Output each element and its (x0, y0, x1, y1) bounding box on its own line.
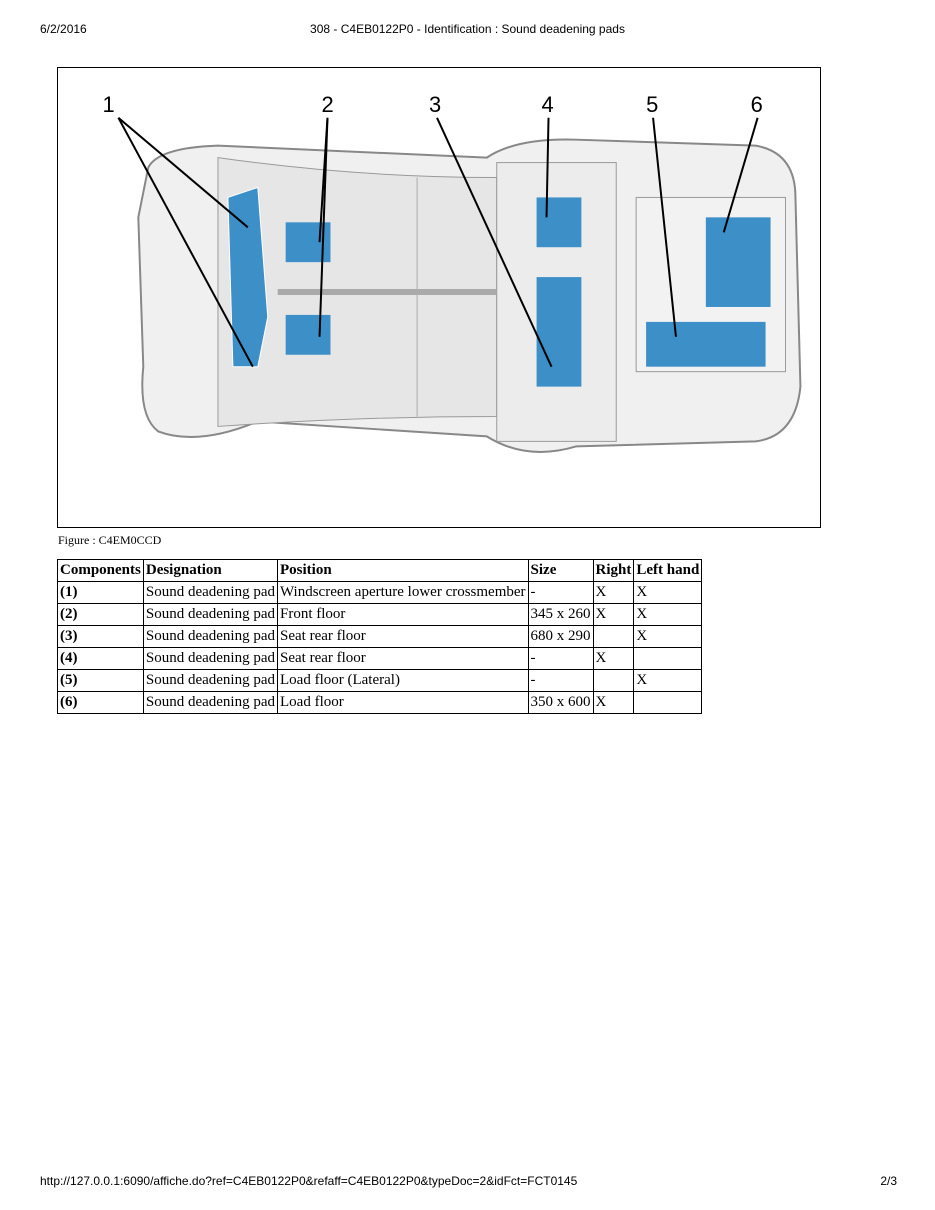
header-right: Right (593, 560, 634, 582)
cell-position: Seat rear floor (278, 648, 529, 670)
cell-right (593, 626, 634, 648)
cell-component: (3) (58, 626, 144, 648)
page-number: 2/3 (880, 1174, 897, 1188)
table-row (58, 626, 702, 648)
cell-designation: Sound deadening pad (143, 648, 277, 670)
cell-position: Seat rear floor (278, 626, 529, 648)
cell-component: (2) (58, 604, 144, 626)
header-components: Components (58, 560, 144, 582)
cell-designation: Sound deadening pad (143, 582, 277, 604)
svg-text:1: 1 (102, 91, 115, 117)
svg-text:5: 5 (646, 91, 659, 117)
header-left-hand: Left hand (634, 560, 702, 582)
cell-right (593, 670, 634, 692)
cell-position: Load floor (278, 692, 529, 714)
table-header-row (58, 560, 702, 582)
cell-position: Windscreen aperture lower crossmember (278, 582, 529, 604)
cell-left-hand: X (634, 582, 702, 604)
svg-text:2: 2 (321, 91, 334, 117)
header-position: Position (278, 560, 529, 582)
cell-position: Load floor (Lateral) (278, 670, 529, 692)
cell-size: - (528, 582, 593, 604)
cell-designation: Sound deadening pad (143, 670, 277, 692)
print-date: 6/2/2016 (40, 22, 87, 36)
cell-size: 350 x 600 (528, 692, 593, 714)
page-url: http://127.0.0.1:6090/affiche.do?ref=C4EB0122P0&refaff=C4EB0122P0&typeDoc=2&idFct=FCT0145 (40, 1174, 578, 1188)
table-row (58, 670, 702, 692)
cell-left-hand: X (634, 604, 702, 626)
vehicle-underbody-figure (57, 67, 821, 528)
figure-caption: Figure : C4EM0CCD (58, 533, 162, 547)
cell-component: (6) (58, 692, 144, 714)
cell-right: X (593, 692, 634, 714)
cell-right: X (593, 582, 634, 604)
cell-designation: Sound deadening pad (143, 626, 277, 648)
cell-component: (5) (58, 670, 144, 692)
cell-left-hand (634, 648, 702, 670)
svg-text:4: 4 (541, 91, 554, 117)
cell-left-hand (634, 692, 702, 714)
table-row (58, 648, 702, 670)
svg-text:3: 3 (429, 91, 442, 117)
cell-designation: Sound deadening pad (143, 604, 277, 626)
table-row (58, 582, 702, 604)
cell-size: 680 x 290 (528, 626, 593, 648)
table-row (58, 692, 702, 714)
header-size: Size (528, 560, 593, 582)
cell-right: X (593, 648, 634, 670)
cell-designation: Sound deadening pad (143, 692, 277, 714)
table-row (58, 604, 702, 626)
cell-size: 345 x 260 (528, 604, 593, 626)
cell-component: (4) (58, 648, 144, 670)
callout-labels (102, 92, 762, 117)
cell-component: (1) (58, 582, 144, 604)
cell-left-hand: X (634, 670, 702, 692)
cell-left-hand: X (634, 626, 702, 648)
header-designation: Designation (143, 560, 277, 582)
cell-right: X (593, 604, 634, 626)
cell-size: - (528, 648, 593, 670)
components-table (57, 559, 702, 714)
car-body-diagram (58, 68, 820, 527)
page-title: 308 - C4EB0122P0 - Identification : Sound deadening pads (310, 22, 625, 36)
svg-text:6: 6 (750, 91, 763, 117)
cell-position: Front floor (278, 604, 529, 626)
cell-size: - (528, 670, 593, 692)
